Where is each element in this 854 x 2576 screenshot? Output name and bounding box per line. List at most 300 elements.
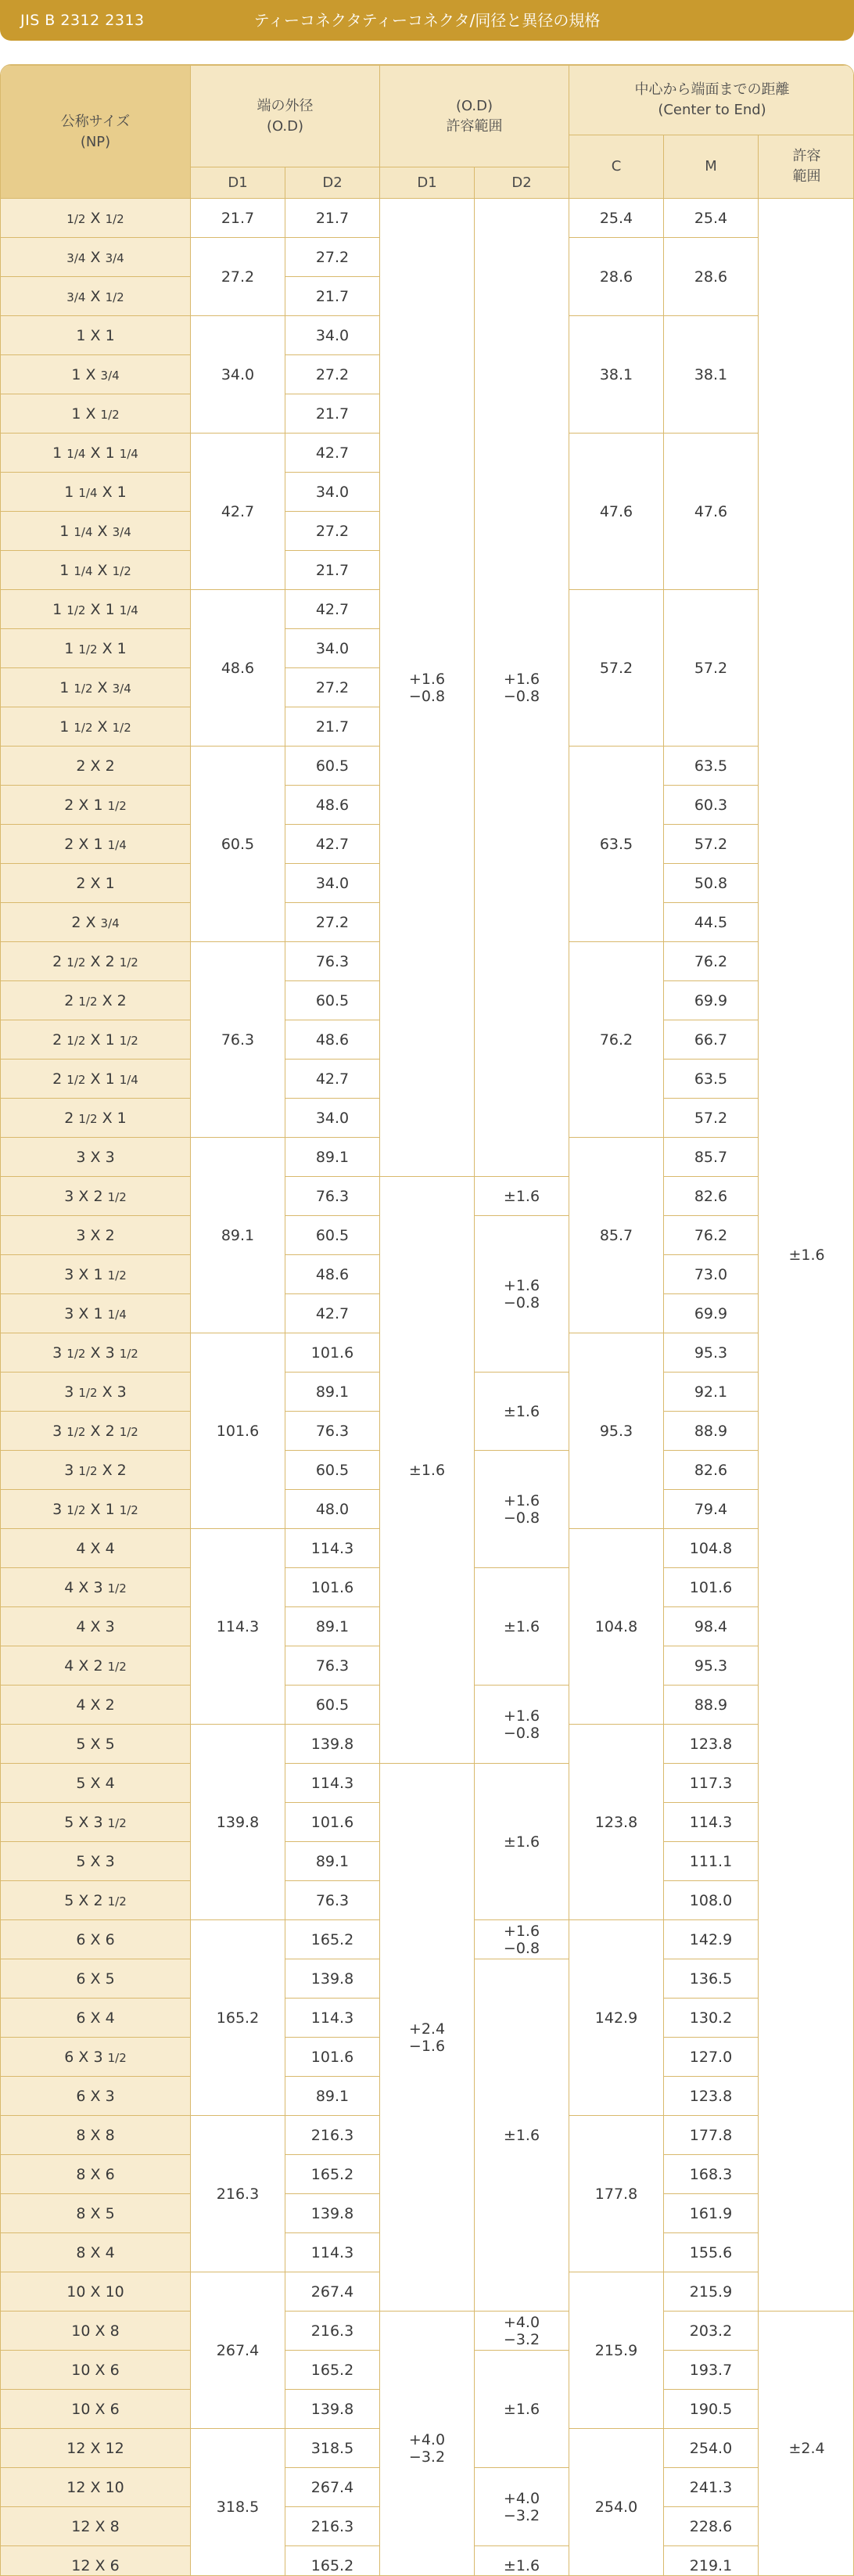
nominal-size [1, 1764, 191, 1803]
size-text: 1 [117, 639, 127, 657]
size-text: 2 [76, 757, 86, 775]
size-text: 2 [76, 874, 86, 892]
header-c: C [569, 135, 664, 199]
size-text: X [90, 1070, 101, 1088]
d2-value: 165.2 [285, 2351, 380, 2390]
nominal-size [1, 512, 191, 551]
size-text: X [90, 2243, 101, 2261]
size-text: 2 [105, 1226, 115, 1244]
header-tol-d2: D2 [475, 167, 569, 199]
m-value: 101.6 [664, 1568, 759, 1607]
fraction-text: 3/4 [66, 290, 86, 304]
size-text: 3 [64, 1265, 74, 1283]
d1-value: 76.3 [191, 942, 285, 1138]
d2-value: 60.5 [285, 981, 380, 1020]
fraction-text: 1/2 [66, 1072, 86, 1087]
size-text: 1 [93, 796, 103, 814]
size-text: X [78, 1657, 89, 1675]
c-value: 95.3 [569, 1333, 664, 1529]
size-text: X [90, 1226, 101, 1244]
fraction-text: 3/4 [105, 250, 124, 265]
size-text: X [90, 1500, 101, 1518]
m-value: 95.3 [664, 1333, 759, 1373]
size-text: 4 [105, 2243, 115, 2261]
nominal-size [1, 1099, 191, 1138]
size-text: 6 [109, 2400, 120, 2418]
nominal-size [1, 1255, 191, 1294]
d2-value: 21.7 [285, 277, 380, 316]
d2-value: 76.3 [285, 942, 380, 981]
fraction-text: 1/2 [107, 1268, 127, 1283]
size-text: 10 [105, 2478, 124, 2496]
nominal-size [1, 1999, 191, 2038]
fraction-text: 1/2 [119, 1424, 138, 1439]
size-text: 5 [76, 1852, 86, 1870]
d2-value: 318.5 [285, 2429, 380, 2468]
m-value: 161.9 [664, 2194, 759, 2233]
size-text: 1 [93, 1265, 103, 1283]
size-text: 4 [64, 1578, 74, 1596]
size-text: 4 [76, 1696, 86, 1714]
size-text: 3 [64, 1383, 74, 1401]
d2-value: 89.1 [285, 1138, 380, 1177]
m-value: 47.6 [664, 434, 759, 590]
m-value: 88.9 [664, 1412, 759, 1451]
m-value: 73.0 [664, 1255, 759, 1294]
nominal-size [1, 2429, 191, 2468]
size-text: X [90, 1344, 101, 1362]
size-text: X [90, 1031, 101, 1049]
size-text: 8 [76, 2126, 86, 2144]
size-text: 1 [64, 639, 74, 657]
tolerance-d2: ±1.6 [475, 1177, 569, 1216]
size-text: 1 [76, 326, 86, 344]
nominal-size [1, 747, 191, 786]
m-value: 123.8 [664, 2077, 759, 2116]
nominal-size [1, 2116, 191, 2155]
size-text: 2 [105, 1422, 115, 1440]
m-value: 117.3 [664, 1764, 759, 1803]
m-value: 63.5 [664, 1060, 759, 1099]
size-text: X [90, 600, 101, 618]
nominal-size [1, 2546, 191, 2576]
nominal-size [1, 2155, 191, 2194]
fraction-text: 1/2 [66, 211, 86, 226]
size-text: 3 [105, 1617, 115, 1635]
nominal-size [1, 2077, 191, 2116]
fraction-text: 1/4 [119, 603, 138, 617]
size-text: X [78, 2048, 89, 2066]
table-row [1, 1177, 854, 1216]
size-text: 12 [66, 2439, 86, 2457]
header-nominal-size [1, 66, 191, 199]
size-text: 3 [52, 1344, 63, 1362]
nominal-size [1, 2312, 191, 2351]
fraction-text: 1/4 [119, 1072, 138, 1087]
size-text: 8 [105, 2126, 115, 2144]
size-text: X [90, 1617, 101, 1635]
d2-value: 34.0 [285, 316, 380, 355]
d1-value: 89.1 [191, 1138, 285, 1333]
m-value: 76.2 [664, 1216, 759, 1255]
d2-value: 27.2 [285, 355, 380, 394]
size-text: 1 [59, 678, 70, 696]
table-row [1, 1764, 854, 1803]
size-text: 1 [64, 483, 74, 501]
spec-table [0, 65, 854, 2576]
fraction-text: 1/4 [107, 1307, 127, 1322]
nominal-size [1, 2468, 191, 2507]
d2-value: 267.4 [285, 2468, 380, 2507]
m-value: 190.5 [664, 2390, 759, 2429]
size-text: X [90, 326, 101, 344]
d2-value: 216.3 [285, 2507, 380, 2546]
fraction-text: 1/2 [107, 1581, 127, 1596]
m-value: 228.6 [664, 2507, 759, 2546]
d2-value: 60.5 [285, 1686, 380, 1725]
nominal-size [1, 1568, 191, 1607]
d2-value: 60.5 [285, 1451, 380, 1490]
nominal-size [1, 1607, 191, 1646]
d1-value: 101.6 [191, 1333, 285, 1529]
c-value: 85.7 [569, 1138, 664, 1333]
page-title: ティーコネクタティーコネクタ/同径と異径の規格 [253, 11, 601, 30]
m-value: 123.8 [664, 1725, 759, 1764]
size-text: 2 [93, 1187, 103, 1205]
fraction-text: 1/2 [119, 1033, 138, 1048]
size-text: 1 [105, 874, 115, 892]
tolerance-d2: +1.6 −0.8 [475, 1920, 569, 1959]
tolerance-d2: +1.6 −0.8 [475, 1686, 569, 1764]
header-label-line: (Center to End) [658, 102, 766, 118]
tolerance-d1: +2.4 −1.6 [380, 1764, 475, 2312]
d2-value: 139.8 [285, 2390, 380, 2429]
d2-value: 60.5 [285, 1216, 380, 1255]
size-text: 3 [76, 1148, 86, 1166]
size-text: X [90, 287, 101, 305]
m-value: 50.8 [664, 864, 759, 903]
header-label-line: 範囲 [792, 168, 821, 185]
tolerance-d2: ±1.6 [475, 1959, 569, 2312]
size-text: 5 [105, 1970, 115, 1988]
tolerance-d2: +1.6 −0.8 [475, 199, 569, 1177]
nominal-size [1, 2038, 191, 2077]
m-value: 219.1 [664, 2546, 759, 2576]
size-text: X [78, 1304, 89, 1322]
m-value: 38.1 [664, 316, 759, 434]
size-text: X [90, 1735, 101, 1753]
size-text: X [90, 444, 101, 462]
size-text: X [90, 952, 101, 970]
d1-value: 60.5 [191, 747, 285, 942]
fraction-text: 1/2 [100, 407, 120, 422]
header-label-line: 中心から端面までの距離 [634, 81, 790, 98]
tolerance-d2: ±1.6 [475, 1568, 569, 1686]
size-text: 3 [64, 1461, 74, 1479]
m-value: 63.5 [664, 747, 759, 786]
size-text: 1 [59, 561, 70, 579]
size-text: 3 [93, 1578, 103, 1596]
size-text: 3 [93, 2048, 103, 2066]
nominal-size [1, 1412, 191, 1451]
tolerance-d2: +4.0 −3.2 [475, 2312, 569, 2351]
size-text: 3 [64, 1304, 74, 1322]
size-text: 5 [64, 1891, 74, 1909]
fraction-text: 1/4 [74, 563, 93, 578]
size-text: 2 [117, 1461, 127, 1479]
m-value: 155.6 [664, 2233, 759, 2272]
tolerance-d1: +1.6 −0.8 [380, 199, 475, 1177]
d2-value: 27.2 [285, 903, 380, 942]
size-text: X [90, 2478, 101, 2496]
m-value: 215.9 [664, 2272, 759, 2312]
d2-value: 165.2 [285, 1920, 380, 1959]
size-text: X [85, 913, 96, 931]
header-label-line: (NP) [80, 133, 111, 150]
header-outer-diameter [191, 66, 380, 167]
size-text: 2 [64, 1109, 74, 1127]
d2-value: 42.7 [285, 1294, 380, 1333]
header-center-to-end-label [635, 81, 790, 118]
nominal-size [1, 1294, 191, 1333]
m-value: 57.2 [664, 1099, 759, 1138]
table-body [1, 199, 854, 2576]
size-text: 3 [117, 1383, 127, 1401]
size-text: X [95, 2322, 106, 2340]
size-text: 4 [64, 1657, 74, 1675]
size-text: 1 [71, 405, 81, 423]
tolerance-d2: +4.0 −3.2 [475, 2468, 569, 2546]
fraction-text: 1/2 [78, 1463, 98, 1478]
fraction-text: 3/4 [112, 524, 131, 539]
size-text: 1 [52, 444, 63, 462]
d1-value: 139.8 [191, 1725, 285, 1920]
nominal-size [1, 2351, 191, 2390]
fraction-text: 1/2 [78, 1111, 98, 1126]
header-m: M [664, 135, 759, 199]
table-row [1, 199, 854, 238]
size-text: 1 [52, 600, 63, 618]
d2-value: 89.1 [285, 2077, 380, 2116]
size-text: X [90, 1696, 101, 1714]
header-cte-tolerance [759, 135, 854, 199]
size-text: 3 [105, 1148, 115, 1166]
size-text: 3 [76, 1226, 86, 1244]
size-text: 10 [71, 2361, 91, 2379]
size-text: X [90, 2087, 101, 2105]
fraction-text: 1/2 [66, 1033, 86, 1048]
d2-value: 21.7 [285, 199, 380, 238]
size-text: 6 [76, 2087, 86, 2105]
size-text: 6 [76, 2009, 86, 2027]
size-text: 6 [76, 1930, 86, 1948]
m-value: 142.9 [664, 1920, 759, 1959]
size-text: X [85, 405, 96, 423]
header-d1: D1 [191, 167, 285, 199]
fraction-text: 3/4 [66, 250, 86, 265]
m-value: 98.4 [664, 1607, 759, 1646]
size-text: 3 [52, 1422, 63, 1440]
d2-value: 60.5 [285, 747, 380, 786]
m-value: 85.7 [664, 1138, 759, 1177]
m-value: 66.7 [664, 1020, 759, 1060]
tolerance-d1: ±1.6 [380, 1177, 475, 1764]
size-text: 1 [93, 1304, 103, 1322]
fraction-text: 1/2 [66, 1424, 86, 1439]
size-text: X [90, 1148, 101, 1166]
d1-value: 27.2 [191, 238, 285, 316]
size-text: 5 [76, 1735, 86, 1753]
size-text: X [95, 2361, 106, 2379]
nominal-size [1, 2390, 191, 2429]
nominal-size [1, 942, 191, 981]
fraction-text: 1/2 [66, 955, 86, 970]
d2-value: 21.7 [285, 707, 380, 747]
d2-value: 34.0 [285, 629, 380, 668]
header-od-tolerance-label [447, 98, 503, 135]
d1-value: 267.4 [191, 2272, 285, 2429]
title-bar [0, 0, 854, 41]
d2-value: 76.3 [285, 1646, 380, 1686]
header-label-line: 端の外径 [257, 97, 314, 114]
size-text: X [102, 483, 113, 501]
d2-value: 101.6 [285, 1333, 380, 1373]
nominal-size [1, 903, 191, 942]
fraction-text: 1/2 [78, 994, 98, 1009]
fraction-text: 1/4 [107, 837, 127, 852]
d2-value: 139.8 [285, 1725, 380, 1764]
c-value: 123.8 [569, 1725, 664, 1920]
nominal-size [1, 2233, 191, 2272]
nominal-size [1, 1020, 191, 1060]
fraction-text: 1/2 [105, 211, 124, 226]
size-text: 3 [52, 1500, 63, 1518]
size-text: 6 [64, 2048, 74, 2066]
nominal-size [1, 1959, 191, 1999]
d2-value: 165.2 [285, 2546, 380, 2576]
d2-value: 114.3 [285, 2233, 380, 2272]
size-text: 5 [76, 1774, 86, 1792]
nominal-size [1, 355, 191, 394]
m-value: 127.0 [664, 2038, 759, 2077]
nominal-size [1, 2507, 191, 2546]
header-outer-diameter-label [257, 98, 314, 135]
size-text: 1 [105, 1031, 115, 1049]
size-text: X [90, 1970, 101, 1988]
nominal-size [1, 1881, 191, 1920]
size-text: X [102, 1109, 113, 1127]
nominal-size [1, 277, 191, 316]
d2-value: 267.4 [285, 2272, 380, 2312]
size-text: X [102, 1383, 113, 1401]
d2-value: 139.8 [285, 1959, 380, 1999]
fraction-text: 1/2 [107, 1894, 127, 1909]
size-text: X [97, 678, 108, 696]
m-value: 28.6 [664, 238, 759, 316]
size-text: 3 [105, 2087, 115, 2105]
size-text: 4 [105, 1774, 115, 1792]
nominal-size [1, 394, 191, 434]
size-text: X [97, 522, 108, 540]
size-text: 12 [71, 2556, 91, 2574]
m-value: 104.8 [664, 1529, 759, 1568]
size-text: 1 [117, 1109, 127, 1127]
d2-value: 27.2 [285, 668, 380, 707]
m-value: 88.9 [664, 1686, 759, 1725]
nominal-size [1, 1842, 191, 1881]
d2-value: 114.3 [285, 1999, 380, 2038]
size-text: X [102, 991, 113, 1009]
fraction-text: 1/2 [107, 2050, 127, 2065]
size-text: 4 [105, 1539, 115, 1557]
m-value: 136.5 [664, 1959, 759, 1999]
nominal-size [1, 1177, 191, 1216]
center-to-end-tolerance: ±1.6 [759, 199, 854, 2312]
size-text: 2 [52, 952, 63, 970]
size-text: 4 [76, 1539, 86, 1557]
size-text: X [90, 2439, 101, 2457]
d1-value: 318.5 [191, 2429, 285, 2576]
fraction-text: 3/4 [112, 681, 131, 696]
m-value: 177.8 [664, 2116, 759, 2155]
d2-value: 89.1 [285, 1607, 380, 1646]
m-value: 79.4 [664, 1490, 759, 1529]
m-value: 95.3 [664, 1646, 759, 1686]
header-label-line: 許容範囲 [446, 117, 503, 135]
size-text: X [90, 209, 101, 227]
fraction-text: 1/4 [78, 485, 98, 500]
fraction-text: 1/4 [74, 524, 93, 539]
header-nominal-size-label [61, 113, 131, 150]
nominal-size [1, 1060, 191, 1099]
size-text: 12 [105, 2439, 124, 2457]
m-value: 193.7 [664, 2351, 759, 2390]
nominal-size [1, 1216, 191, 1255]
m-value: 69.9 [664, 1294, 759, 1333]
size-text: X [95, 2517, 106, 2535]
size-text: 2 [117, 991, 127, 1009]
nominal-size [1, 1373, 191, 1412]
size-text: X [95, 2556, 106, 2574]
nominal-size [1, 1138, 191, 1177]
size-text: 2 [93, 1657, 103, 1675]
size-text: X [90, 757, 101, 775]
size-text: X [97, 718, 108, 736]
size-text: 6 [109, 2361, 120, 2379]
d2-value: 216.3 [285, 2116, 380, 2155]
size-text: X [78, 1891, 89, 1909]
fraction-text: 1/2 [66, 1346, 86, 1361]
size-text: X [90, 874, 101, 892]
d2-value: 101.6 [285, 1568, 380, 1607]
fraction-text: 1/4 [66, 446, 86, 461]
d2-value: 216.3 [285, 2312, 380, 2351]
size-text: 3 [105, 1344, 115, 1362]
c-value: 25.4 [569, 199, 664, 238]
size-text: X [90, 248, 101, 266]
size-text: X [78, 1187, 89, 1205]
size-text: 6 [76, 1970, 86, 1988]
size-text: X [78, 1578, 89, 1596]
size-text: 5 [105, 1735, 115, 1753]
m-value: 69.9 [664, 981, 759, 1020]
size-text: 8 [76, 2165, 86, 2183]
tolerance-d2: ±1.6 [475, 2351, 569, 2468]
size-text: 2 [105, 1696, 115, 1714]
nominal-size [1, 1451, 191, 1490]
d2-value: 165.2 [285, 2155, 380, 2194]
m-value: 111.1 [664, 1842, 759, 1881]
